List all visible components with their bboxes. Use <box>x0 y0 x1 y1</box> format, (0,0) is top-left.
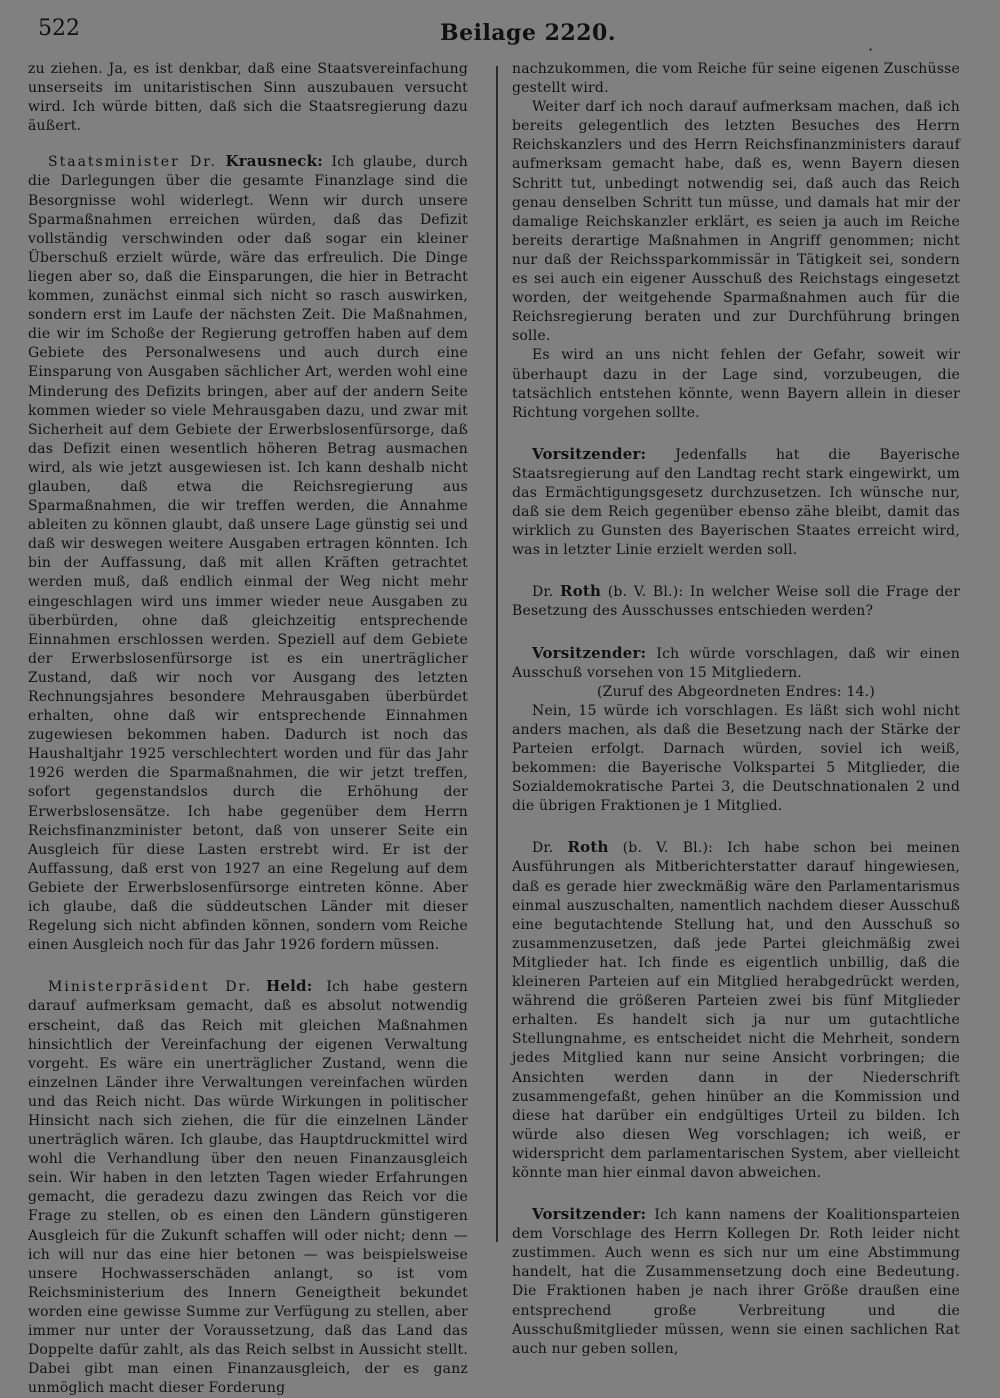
speaker-role: Staatsminister Dr. <box>48 154 217 171</box>
speech-roth <box>512 582 960 621</box>
speaker-name: Vorsitzender: <box>532 1205 647 1224</box>
speech-vorsitzender <box>512 445 960 561</box>
column-divider <box>496 66 498 1242</box>
speaker-name: Vorsitzender: <box>532 643 647 662</box>
speech-vorsitzender <box>512 1205 960 1359</box>
paragraph-text: Es wird an uns nicht fehlen der Gefahr, soweit wir überhaupt dazu in der Lage sind, vorzubeugen, die tatsächlich entstehen könnte, wenn Bayern allein in dieser Richtung vorgehen sollte. <box>512 347 960 421</box>
paragraph-text: Weiter darf ich noch darauf aufmerksam machen, daß ich bereits gelegentlich des letzten Besuches des Herrn Reichskanzlers und des Herrn Reichsfinanzministers darauf aufmerksam gemacht habe, daß es, wenn Bayern diesen Schritt tut, unbedingt notwendig sei, daß auch das Reich genau denselben Schritt tun müsse, und damals hat mir der damalige Reichskanzler erklärt, es seien ja auch im Reiche bereits derartige Maßnahmen in Angriff genommen; nicht nur daß der Reichssparkommissär in Tätigkeit sei, sondern es sei auch ein eigener Ausschuß des Reichstags eingesetzt worden, der weitgehende Sparmaßnahmen auch für die Reichsregierung beraten und zur Durchführung bringen solle. <box>512 99 960 345</box>
speech-roth <box>512 838 960 1183</box>
paragraph <box>512 702 960 817</box>
speaker-role: Ministerpräsident Dr. <box>48 979 253 996</box>
paragraph-text: (b. V. Bl.): In welcher Weise soll die Frage der Besetzung des Ausschusses entschieden werden? <box>512 584 961 620</box>
speech-krausneck <box>28 152 468 955</box>
supplement-title: Beilage 2220. <box>440 20 616 46</box>
speaker-name: Held: <box>266 977 313 996</box>
page-number: 522 <box>38 16 80 41</box>
paragraph <box>512 60 960 98</box>
paragraph-text: Ich glaube, durch die Darlegungen über die gesamte Finanzlage sind die Besorgnisse wohl widerlegt. Wenn wir durch unsere Sparmaßnahmen erreichen würden, daß das Defizit vollständig verschwinden oder daß sogar ein kleiner Überschuß erzielt würde, wäre das erfreulich. Die Dinge liegen aber so, daß die Einsparungen, die hier in Betracht kommen, zunächst einmal sich nicht so rasch auswirken, sondern erst im Laufe der nächsten Zeit. Die Maßnahmen, die wir im Schoße der Regierung getroffen haben auf dem Gebiete des Personalwesens und auch durch eine Einsparung von Ausgaben sächlicher Art, werden wohl eine Minderung des Defizits bringen, aber auf der andern Seite kommen wieder so viele Mehrausgaben dazu, und zwar mit Sicherheit auf dem Gebiete der Erwerbslosenfürsorge, daß das Defizit einen wesentlich höheren Betrag ausmachen wird, als wie jetzt ausgewiesen ist. Ich kann deshalb nicht glauben, daß etwa die Reichsregierung aus Sparmaßnahmen, die wir treffen werden, die Annahme ableiten zu können glaubt, daß unsere Lage günstig sei und daß wir deswegen weitere Ausgaben ertragen könnten. Ich bin der Auffassung, daß mit allen Kräften getrachtet werden muß, daß endlich einmal der Weg nicht mehr eingeschlagen wird uns immer wieder neue Ausgaben zu überbürden, ohne daß gleichzeitig entsprechende Einnahmen erschlossen werden. Speziell auf dem Gebiete der Erwerbslosenfürsorge ist es ein unerträglicher Zustand, daß wir noch vor Ausgang des letzten Rechnungsjahres besondere Mehrausgaben überbürdet erhalten, ohne daß wir entsprechende Einnahmen zugewiesen bekommen haben. Dadurch ist noch das Haushaltjahr 1925 verschlechtert worden und für das Jahr 1926 werden die Sparmaßnahmen, die wir jetzt treffen, sofort gegenstandslos durch die Erhöhung der Erwerbslosensätze. Ich habe gegenüber dem Herrn Reichsfinanzminister betont, daß von unserer Seite ein Ausgleich für diese Lasten erstrebt wird. Er ist der Auffassung, daß erst von 1927 an eine Regelung auf dem Gebiete der Erwerbslosenfürsorge eintreten könne. Aber ich glaube, daß die süddeutschen Länder mit dieser Regelung sich nicht abfinden können, sondern vom Reiche einen Ausgleich noch für das Jahr 1926 fordern müssen. <box>28 154 468 954</box>
paragraph-text: nachzukommen, die vom Reiche für seine eigenen Zuschüsse gestellt wird. <box>512 61 960 97</box>
header-dot: · <box>868 40 874 59</box>
speaker-name: Krausneck: <box>225 152 323 171</box>
paragraph-text: Ich würde vorschlagen, daß wir einen Ausschuß vorsehen von 15 Mitgliedern. <box>512 645 960 681</box>
paragraph-text: zu ziehen. Ja, es ist denkbar, daß eine Staatsvereinfachung unserseits im unitaristischen Sinn auszubauen versucht wird. Ich würde bitten, daß sich die Staatsregierung dazu äußert. <box>28 61 468 135</box>
paragraph-text: Ich habe gestern darauf aufmerksam gemacht, daß es absolut notwendig erscheint, daß das Reich mit gleichen Maßnahmen hinsichtlich der Vereinfachung der eigenen Verwaltung vorgeht. Es wäre ein unerträglicher Zustand, wenn die einzelnen Länder ihre Verwaltungen vereinfachen würden und das Reich nicht. Das würde Wirkungen in politischer Hinsicht nach sich ziehen, die für die einzelnen Länder unerträglich wären. Ich glaube, das Hauptdruckmittel wird wohl die Verhandlung über den neuen Finanzausgleich sein. Wir haben in den letzten Tagen wieder Erfahrungen gemacht, die geradezu dazu zwingen das Reich vor die Frage zu stellen, ob es einen den Ländern günstigeren Ausgleich für die Zukunft schaffen will oder nicht; denn — ich will nur das eine hier betonen — was beispielsweise unsere Hochwasserschäden anlangt, so ist vom Reichsministerium des Innern Geneigtheit bekundet worden eine gewisse Summe zur Verfügung zu stellen, aber immer nur unter der Voraussetzung, daß das Land das Doppelte dafür zahlt, als das Reich selbst in Aussicht stellt. Dabei gibt man einen Finanzausgleich, der es ganz unmöglich macht dieser Forderung <box>28 979 468 1397</box>
paragraph <box>512 98 960 346</box>
paragraph-text: Jedenfalls hat die Bayerische Staatsregierung auf den Landtag recht stark eingewirkt, um das Ermächtigungsgesetz durchzusetzen. Ich wünsche nur, daß sie dem Reich gegenüber ebenso zähe bleibt, damit das wirklich zu Gunsten des Bayerischen Staates erreicht wird, was in letzter Linie erzielt werden soll. <box>512 446 960 559</box>
paragraph-text: (b. V. Bl.): Ich habe schon bei meinen Ausführungen als Mitberichterstatter darauf hingewiesen, daß es gerade hier zweckmäßig wäre den Parlamentarismus einmal auszuschalten, namentlich nachdem dieser Ausschuß eine begutachtende Stellung hat, und den Ausschuß so zusammenzusetzen, daß jede Partei gleichmäßig zwei Mitglieder hat. Ich finde es eigentlich unbillig, daß die kleineren Parteien auf ein Mitglied herabgedrückt werden, während die größeren Parteien zwei bis fünf Mitglieder erhalten. Es handelt sich ja nur um gutachtliche Stellungnahme, es entscheidet nicht die Mehrheit, sondern jedes Mitglied kann nur seine Ansicht vorbringen; die Ansichten werden dann in der Niederschrift zusammengefaßt, gehen hinüber an die Kommission und diese hat darüber ein endgültiges Urteil zu bilden. Ich würde also diesen Weg vorschlagen; ich weiß, er widerspricht dem parlamentarischen System, aber vielleicht könnte man hier einmal davon abweichen. <box>512 840 961 1181</box>
paragraph <box>512 346 960 422</box>
speaker-name: Roth <box>560 582 602 601</box>
speaker-role: Dr. <box>532 584 554 601</box>
paragraph-text: Ich kann namens der Koalitionsparteien dem Vorschlage des Herrn Kollegen Dr. Roth leider nicht zustimmen. Auch wenn es sich nur um eine Abstimmung handelt, hat die Zusammensetzung doch eine Bedeutung. Die Fraktionen haben je nach ihrer Größe draußen eine entsprechend große Verbreitung und die Ausschußmitglieder müssen, wenn sie einen sachlichen Rat auch nur geben sollen, <box>512 1207 960 1357</box>
speaker-name: Roth <box>567 838 609 857</box>
speaker-name: Vorsitzender: <box>532 444 647 463</box>
interjection: (Zuruf des Abgeordneten Endres: 14.) <box>597 683 875 700</box>
left-column <box>28 60 468 1398</box>
paragraph <box>28 60 468 136</box>
speaker-role: Dr. <box>532 840 554 857</box>
paragraph-text: Nein, 15 würde ich vorschlagen. Es läßt sich wohl nicht anders machen, als daß die Besetzung nach der Stärke der Parteien erfolgt. Darnach würden, soviel ich weiß, bekommen: die Bayerische Volkspartei 5 Mitglieder, die Sozialdemokratische Partei 3, die Deutschnationalen 2 und die übrigen Fraktionen je 1 Mitglied. <box>512 702 960 815</box>
right-column <box>512 60 960 1359</box>
speech-vorsitzender <box>512 644 960 683</box>
speech-held <box>28 977 468 1398</box>
